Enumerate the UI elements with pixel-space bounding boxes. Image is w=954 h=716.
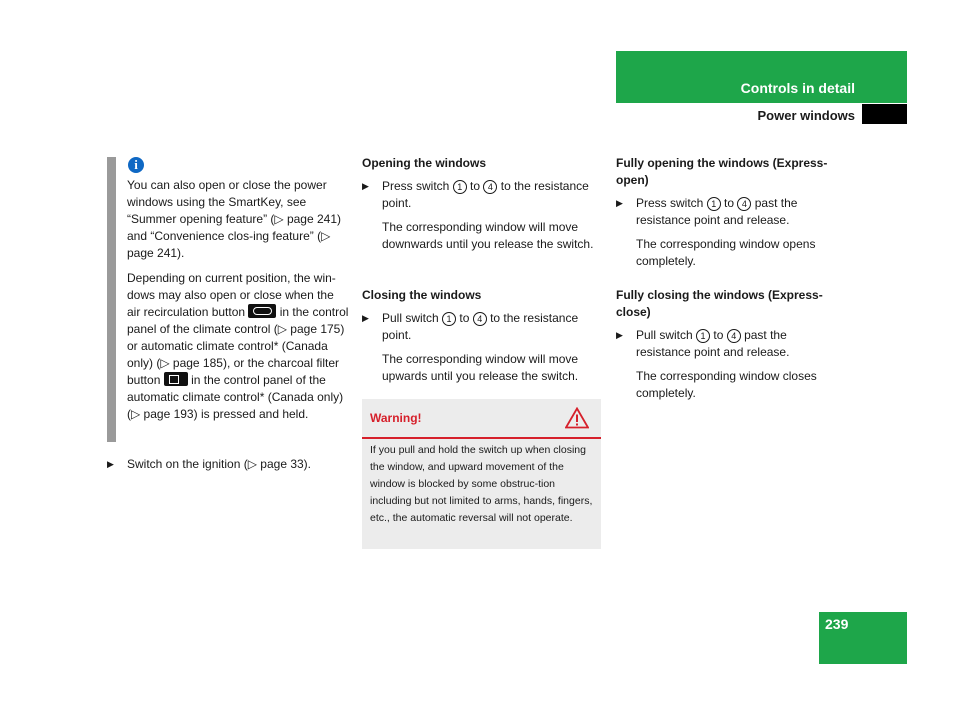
warning-triangle-icon — [565, 407, 589, 429]
section-title: Controls in detail — [740, 80, 855, 96]
warning-box — [362, 399, 601, 549]
step-text: Pull switch — [382, 311, 439, 325]
step-text: past the resistance point and release. — [636, 196, 798, 227]
ignition-step — [107, 456, 367, 473]
opening-section — [362, 155, 602, 253]
step-text: Pull switch — [636, 328, 693, 342]
express-close-section — [616, 287, 838, 402]
switch-number: 1 — [442, 312, 456, 326]
closing-section — [362, 287, 602, 385]
express-open-step — [616, 195, 838, 229]
step-text: to the resistance point. — [382, 311, 579, 342]
info-note — [127, 177, 349, 423]
page-number: 239 — [825, 616, 849, 632]
step-text: to — [459, 311, 470, 325]
switch-number: 1 — [707, 197, 721, 211]
info-icon: i — [128, 157, 144, 173]
charcoal-filter-button-icon — [164, 372, 188, 386]
express-close-result: The corresponding window closes completely. — [636, 369, 817, 400]
bullet-arrow-icon: ▶ — [362, 313, 369, 323]
note-text: in the control panel of the climate control (▷ page 175) or automatic climate control* (Canada only) (▷ page 185), or the charcoal filter button — [127, 305, 349, 387]
step-text: to — [713, 328, 724, 342]
closing-result: The corresponding window will move upwards until you release the switch. — [382, 352, 579, 383]
step-text: Press switch — [636, 196, 704, 210]
header-marker — [862, 104, 907, 124]
switch-number: 1 — [453, 180, 467, 194]
switch-number: 1 — [696, 329, 710, 343]
warning-header — [362, 399, 601, 439]
warning-label: Warning! — [370, 411, 422, 425]
bullet-arrow-icon: ▶ — [616, 198, 623, 208]
note-text: Depending on current position, the win-dows may also open or close when the air recirculation button — [127, 271, 336, 319]
warning-text: If you pull and hold the switch up when closing the window, and upward movement of the window is blocked by some obstruc-tion including but not limited to arms, hands, fingers, etc., the automatic reversal will not operate. — [370, 444, 593, 524]
bullet-arrow-icon: ▶ — [616, 330, 623, 340]
step-text: to the resistance point. — [382, 179, 589, 210]
closing-heading: Closing the windows — [362, 288, 482, 302]
opening-step — [362, 178, 602, 212]
express-open-result: The corresponding window opens completely. — [636, 237, 816, 268]
note-text: in the control panel of the automatic climate control* (Canada only) (▷ page 193) is pressed and held. — [127, 373, 344, 421]
air-recirculation-button-icon — [248, 304, 276, 318]
express-open-heading: Fully opening the windows (Express-open) — [616, 156, 828, 187]
step-text: past the resistance point and release. — [636, 328, 790, 359]
express-open-section — [616, 155, 838, 270]
page-number-box — [819, 612, 907, 664]
express-close-heading: Fully closing the windows (Express-close) — [616, 288, 823, 319]
switch-number: 4 — [483, 180, 497, 194]
express-close-step — [616, 327, 838, 361]
switch-number: 4 — [737, 197, 751, 211]
step-text: to — [470, 179, 481, 193]
note-sidebar — [107, 157, 116, 442]
switch-number: 4 — [727, 329, 741, 343]
bullet-arrow-icon: ▶ — [107, 459, 114, 469]
step-text: Switch on the ignition (▷ page 33). — [127, 457, 312, 471]
step-text: to — [724, 196, 735, 210]
opening-result: The corresponding window will move downwards until you release the switch. — [382, 220, 594, 251]
note-paragraph-2 — [127, 270, 349, 423]
step-text: Press switch — [382, 179, 450, 193]
bullet-arrow-icon: ▶ — [362, 181, 369, 191]
note-paragraph-1: You can also open or close the power windows using the SmartKey, see “Summer opening feature” (▷ page 241) and “Convenience clos-ing feature” (▷ page 241). — [127, 178, 342, 260]
section-subtitle: Power windows — [757, 108, 855, 123]
opening-heading: Opening the windows — [362, 156, 486, 170]
switch-number: 4 — [473, 312, 487, 326]
closing-step — [362, 310, 602, 344]
